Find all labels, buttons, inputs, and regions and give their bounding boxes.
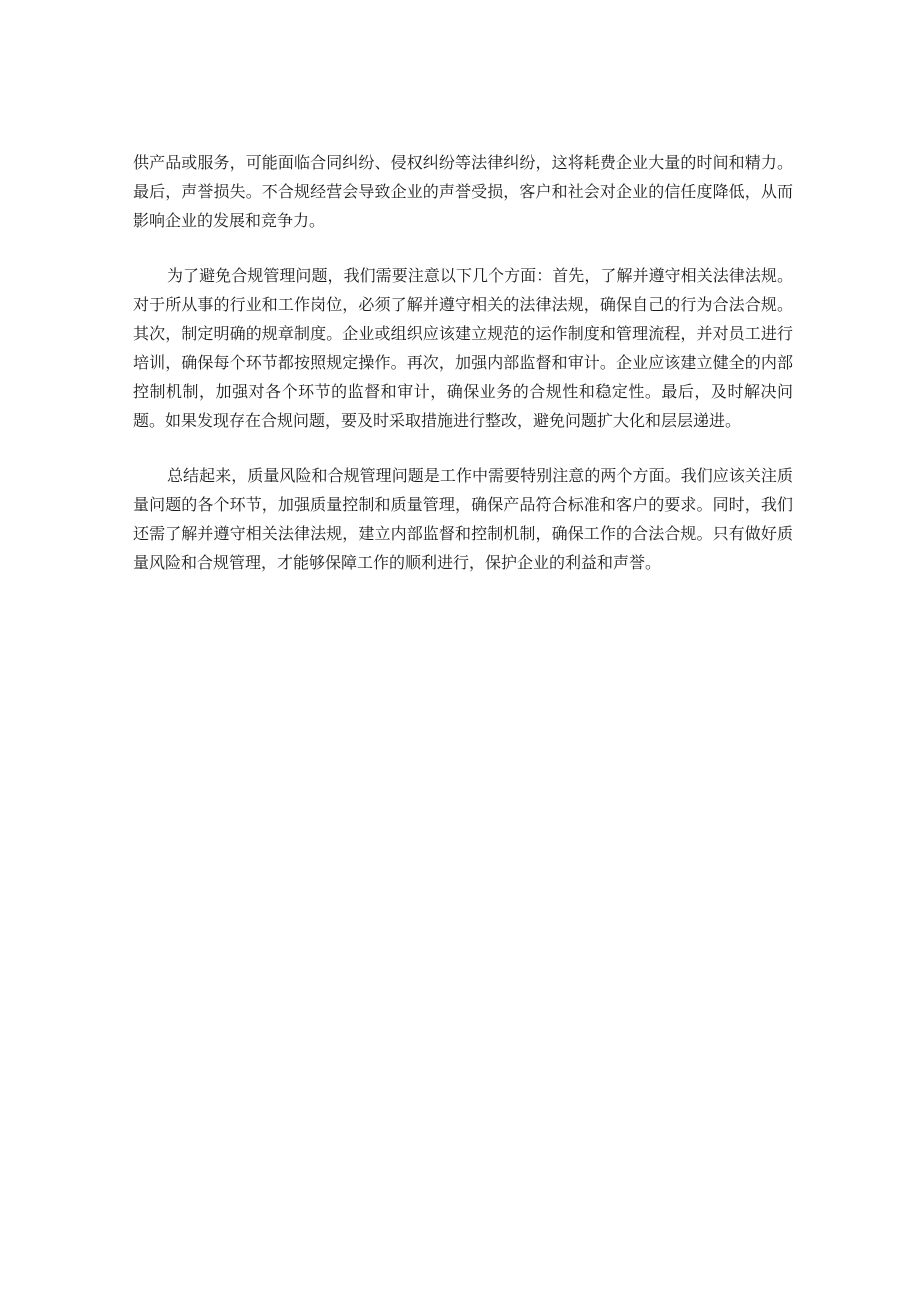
paragraph-continuation: 供产品或服务，可能面临合同纠纷、侵权纠纷等法律纠纷，这将耗费企业大量的时间和精力。最后，声誉损失。不合规经营会导致企业的声誉受损，客户和社会对企业的信任度降低，从而影响企业的发展和竞争力。: [133, 153, 793, 230]
paragraph-compliance-measures: 为了避免合规管理问题，我们需要注意以下几个方面：首先，了解并遵守相关法律法规。对于所从事的行业和工作岗位，必须了解并遵守相关的法律法规，确保自己的行为合法合规。其次，制定明确的规章制度。企业或组织应该建立规范的运作制度和管理流程，并对员工进行培训，确保每个环节都按照规定操作。再次，加强内部监督和审计。企业应该建立健全的内部控制机制，加强对各个环节的监督和审计，确保业务的合规性和稳定性。最后，及时解决问题。如果发现存在合规问题，要及时采取措施进行整改，避免问题扩大化和层层递进。: [133, 266, 793, 430]
document-body: [133, 148, 793, 603]
paragraph-summary: 总结起来，质量风险和合规管理问题是工作中需要特别注意的两个方面。我们应该关注质量问题的各个环节，加强质量控制和质量管理，确保产品符合标准和客户的要求。同时，我们还需了解并遵守相关法律法规，建立内部监督和控制机制，确保工作的合法合规。只有做好质量风险和合规管理，才能够保障工作的顺利进行，保护企业的利益和声誉。: [133, 466, 793, 572]
